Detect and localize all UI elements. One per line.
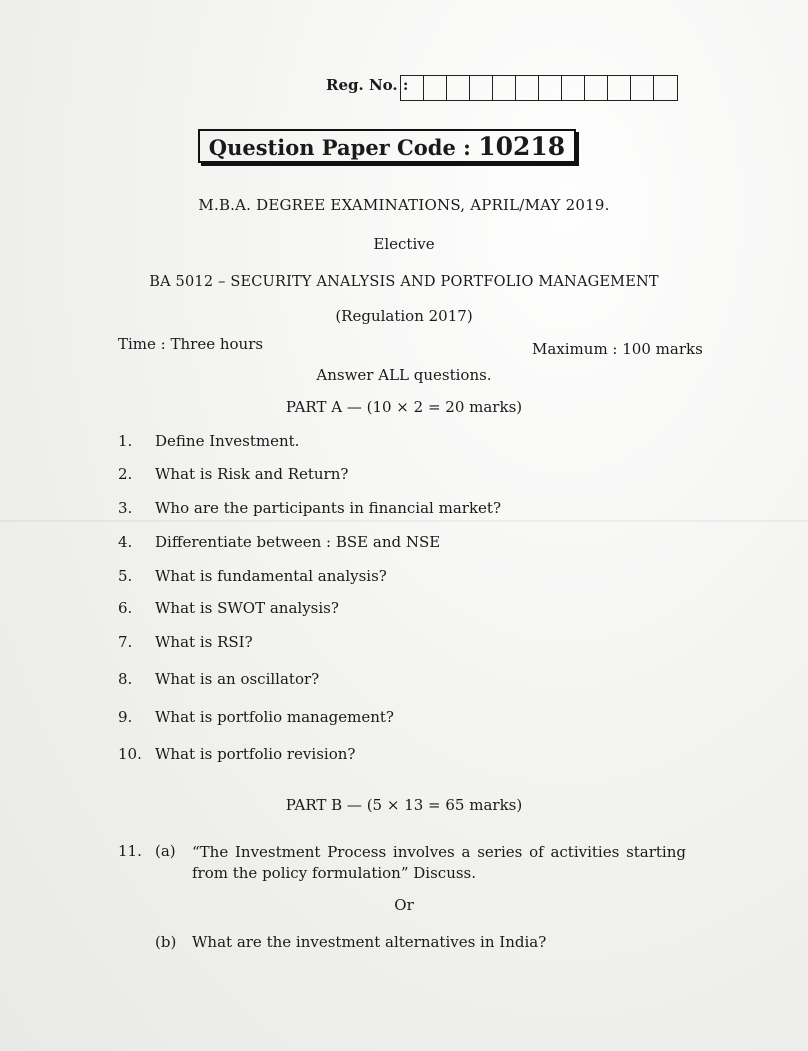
question-text: What is SWOT analysis? [155,599,339,617]
question-number: 9. [118,708,133,726]
reg-no-boxes [400,75,678,101]
reg-digit-box [470,76,493,100]
question-number: 7. [118,633,133,651]
question-number: 8. [118,670,133,688]
reg-digit-box [562,76,585,100]
maximum-marks: Maximum : 100 marks [532,340,703,358]
reg-digit-box [654,76,677,100]
subject-title: BA 5012 – SECURITY ANALYSIS AND PORTFOLIO MANAGEMENT [149,274,659,290]
question-text: What is fundamental analysis? [155,567,387,585]
reg-digit-box [539,76,562,100]
question-text: Who are the participants in financial market? [155,499,501,517]
question-11a-text: “The Investment Process involves a series of activities starting from the policy formulation” Discuss. [192,843,686,882]
question-text: What is Risk and Return? [155,465,349,483]
reg-no-label: Reg. No. : [326,76,409,94]
reg-digit-box [585,76,608,100]
question-number: 10. [118,745,142,763]
code-label: Question Paper Code : [208,135,471,160]
reg-digit-box [516,76,539,100]
instruction: Answer ALL questions. [316,366,492,384]
question-text: What is an oscillator? [155,670,320,688]
question-number: 1. [118,432,133,450]
or-separator: Or [394,896,414,914]
reg-digit-box [608,76,631,100]
question-11a-label: (a) [155,842,176,860]
question-number: 6. [118,599,133,617]
question-text: What is portfolio revision? [155,745,356,763]
reg-digit-box [447,76,470,100]
question-number: 2. [118,465,133,483]
regulation: (Regulation 2017) [335,307,473,325]
part-b-heading: PART B — (5 × 13 = 65 marks) [285,796,523,814]
question-text: What is RSI? [155,633,253,651]
question-number: 4. [118,533,133,551]
question-11-number: 11. [118,842,142,860]
question-text: Differentiate between : BSE and NSE [155,533,441,551]
reg-digit-box [401,76,424,100]
reg-digit-box [631,76,654,100]
question-text: What is portfolio management? [155,708,394,726]
reg-digit-box [424,76,447,100]
part-a-heading: PART A — (10 × 2 = 20 marks) [285,398,523,416]
time-duration: Time : Three hours [118,335,264,353]
reg-digit-box [493,76,516,100]
code-number: 10218 [478,132,566,161]
paper-crease [0,520,808,522]
question-number: 5. [118,567,133,585]
question-text: Define Investment. [155,432,300,450]
exam-type: Elective [373,235,435,253]
question-11b-label: (b) [155,933,177,951]
question-11b-text: What are the investment alternatives in India? [192,933,547,951]
question-number: 3. [118,499,133,517]
question-paper-code [198,129,576,163]
exam-title: M.B.A. DEGREE EXAMINATIONS, APRIL/MAY 2019. [198,196,610,214]
